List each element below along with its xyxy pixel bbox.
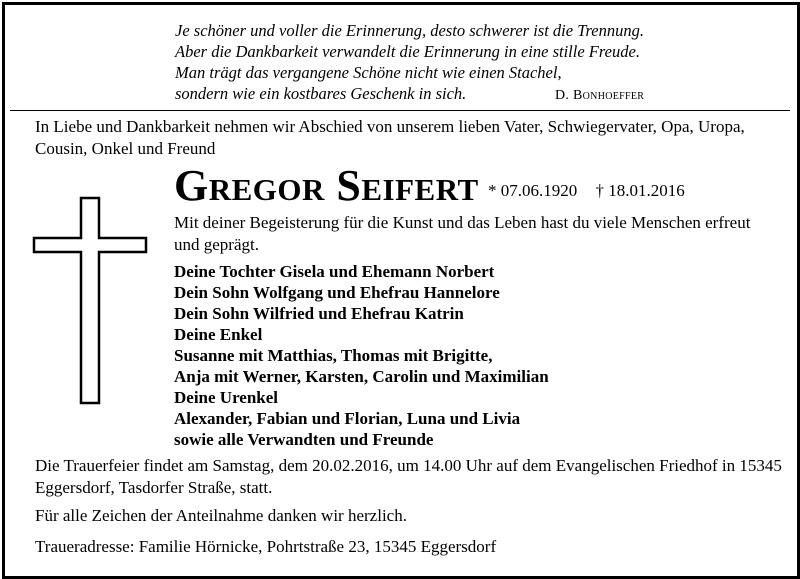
family-line: Alexander, Fabian und Florian, Luna und Livia [174, 409, 521, 428]
thanks-text: Für alle Zeichen der Anteilnahme danken wir herzlich. [35, 506, 407, 525]
divider [10, 110, 790, 111]
birth-date: * 07.06.1920 [488, 181, 578, 200]
tribute-text: Mit deiner Begeisterung für die Kunst und das Leben hast du viele Menschen erfreut und geprägt. [174, 213, 751, 254]
quote-line: Aber die Dankbarkeit verwandelt die Erinnerung in eine stille Freude. [175, 42, 640, 61]
family-line: Deine Tochter Gisela und Ehemann Norbert [174, 262, 495, 281]
latin-cross-icon [30, 196, 150, 406]
funeral-info: Die Trauerfeier findet am Samstag, dem 20.02.2016, um 14.00 Uhr auf dem Evangelischen Friedhof in 15345 Eggersdorf, Tasdorfer Straße, statt. [35, 456, 782, 497]
family-line: Deine Enkel [174, 325, 263, 344]
family-line: Susanne mit Matthias, Thomas mit Brigitte, [174, 346, 493, 365]
quote-author: D. Bonhoeffer [555, 88, 645, 103]
family-line: Anja mit Werner, Karsten, Carolin und Maximilian [174, 367, 549, 386]
family-line: Dein Sohn Wolfgang und Ehefrau Hannelore [174, 283, 500, 302]
family-line: Deine Urenkel [174, 388, 279, 407]
death-date: † 18.01.2016 [595, 181, 685, 200]
family-line: sowie alle Verwandten und Freunde [174, 430, 434, 449]
deceased-name: Gregor Seifert [174, 161, 479, 210]
quote-line: sondern wie ein kostbares Geschenk in sich. [175, 84, 467, 103]
intro-text: In Liebe und Dankbarkeit nehmen wir Abschied von unserem lieben Vater, Schwiegervater, Opa, Uropa, Cousin, Onkel und Freund [35, 117, 745, 158]
family-line: Dein Sohn Wilfried und Ehefrau Katrin [174, 304, 464, 323]
quote-line: Je schöner und voller die Erinnerung, desto schwerer ist die Trennung. [175, 21, 644, 40]
family-list [174, 261, 549, 450]
bonhoeffer-quote [175, 20, 735, 104]
mourning-address: Traueradresse: Familie Hörnicke, Pohrtstraße 23, 15345 Eggersdorf [35, 537, 497, 556]
quote-line: Man trägt das vergangene Schöne nicht wie einen Stachel, [175, 63, 562, 82]
life-dates [488, 181, 685, 201]
